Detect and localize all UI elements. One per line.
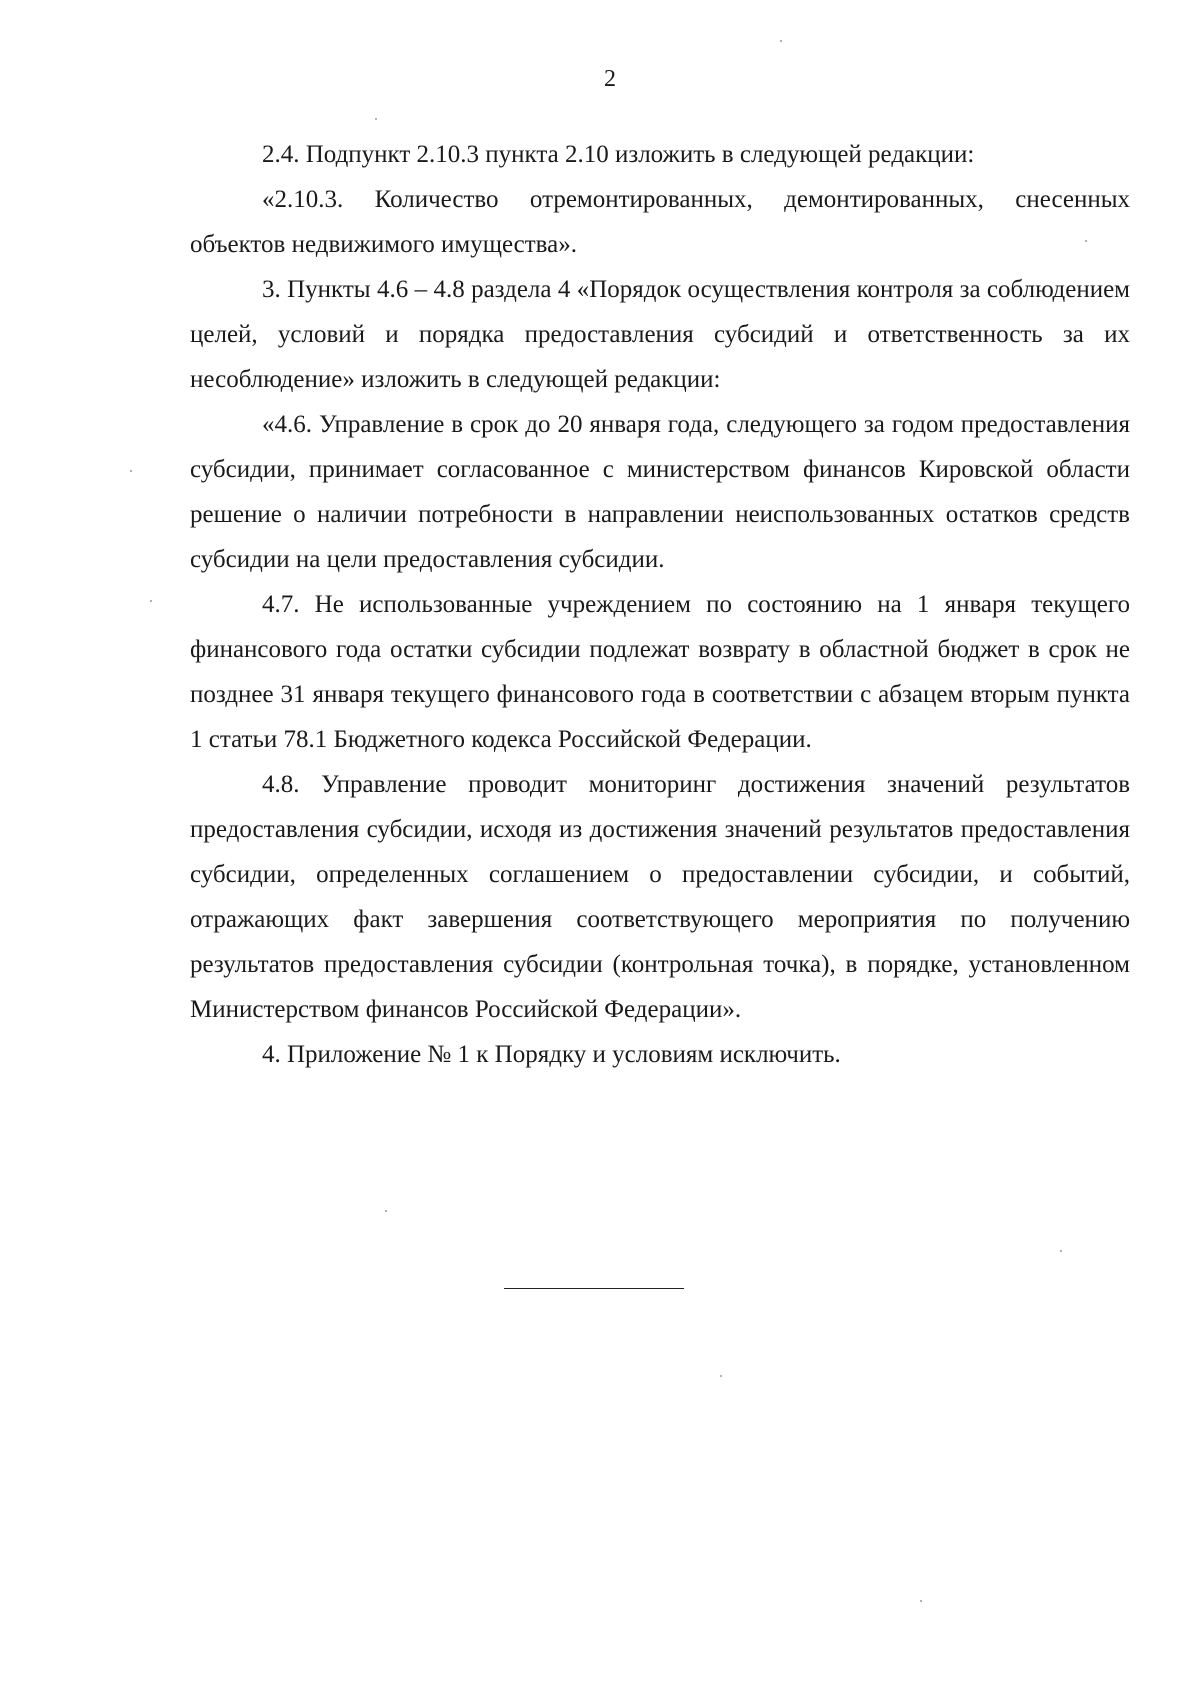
scan-speck — [150, 600, 152, 602]
scan-speck — [375, 118, 377, 120]
paragraph-2-4: 2.4. Подпункт 2.10.3 пункта 2.10 изложить в следующей редакции: — [262, 141, 975, 168]
paragraph-2-10-3: «2.10.3. Количество отремонтированных, демонтированных, снесенных объектов недвижимого имущества». — [190, 186, 1130, 258]
scan-speck — [720, 1375, 722, 1377]
scan-speck — [130, 470, 132, 472]
paragraph-4-8: 4.8. Управление проводит мониторинг достижения значений результатов предоставления субсидии, исходя из достижения значений результатов предоставления субсидии, определенных соглашением о предоставлении субсидии, и событий, отражающих факт завершения соответствующего мероприятия по получению результатов предоставления субсидии (контрольная точка), в порядке, установленном Министерством финансов Российской Федерации». — [190, 771, 1130, 1023]
page-number: 2 — [604, 66, 616, 92]
scan-speck — [1060, 1250, 1062, 1252]
paragraph-4-7: 4.7. Не использованные учреждением по состоянию на 1 января текущего финансового года остатки субсидии подлежат возврату в областной бюджет в срок не позднее 31 января текущего финансового года в соответствии с абзацем вторым пункта 1 статьи 78.1 Бюджетного кодекса Российской Федерации. — [190, 591, 1130, 753]
scan-speck — [780, 40, 782, 42]
scan-speck — [920, 1600, 922, 1602]
end-of-text-rule — [504, 1288, 684, 1289]
paragraph-4: 4. Приложение № 1 к Порядку и условиям исключить. — [262, 1041, 841, 1068]
scan-speck — [1085, 240, 1087, 242]
paragraph-4-6: «4.6. Управление в срок до 20 января года, следующего за годом предоставления субсидии, принимает согласованное с министерством финансов Кировской области решение о наличии потребности в направлении неиспользованных остатков средств субсидии на цели предоставления субсидии. — [190, 411, 1130, 573]
paragraph-3: 3. Пункты 4.6 – 4.8 раздела 4 «Порядок осуществления контроля за соблюдением целей, условий и порядка предоставления субсидий и ответственность за их несоблюдение» изложить в следующей редакции: — [190, 276, 1130, 393]
document-body — [190, 132, 1130, 1077]
scan-speck — [385, 1210, 387, 1212]
